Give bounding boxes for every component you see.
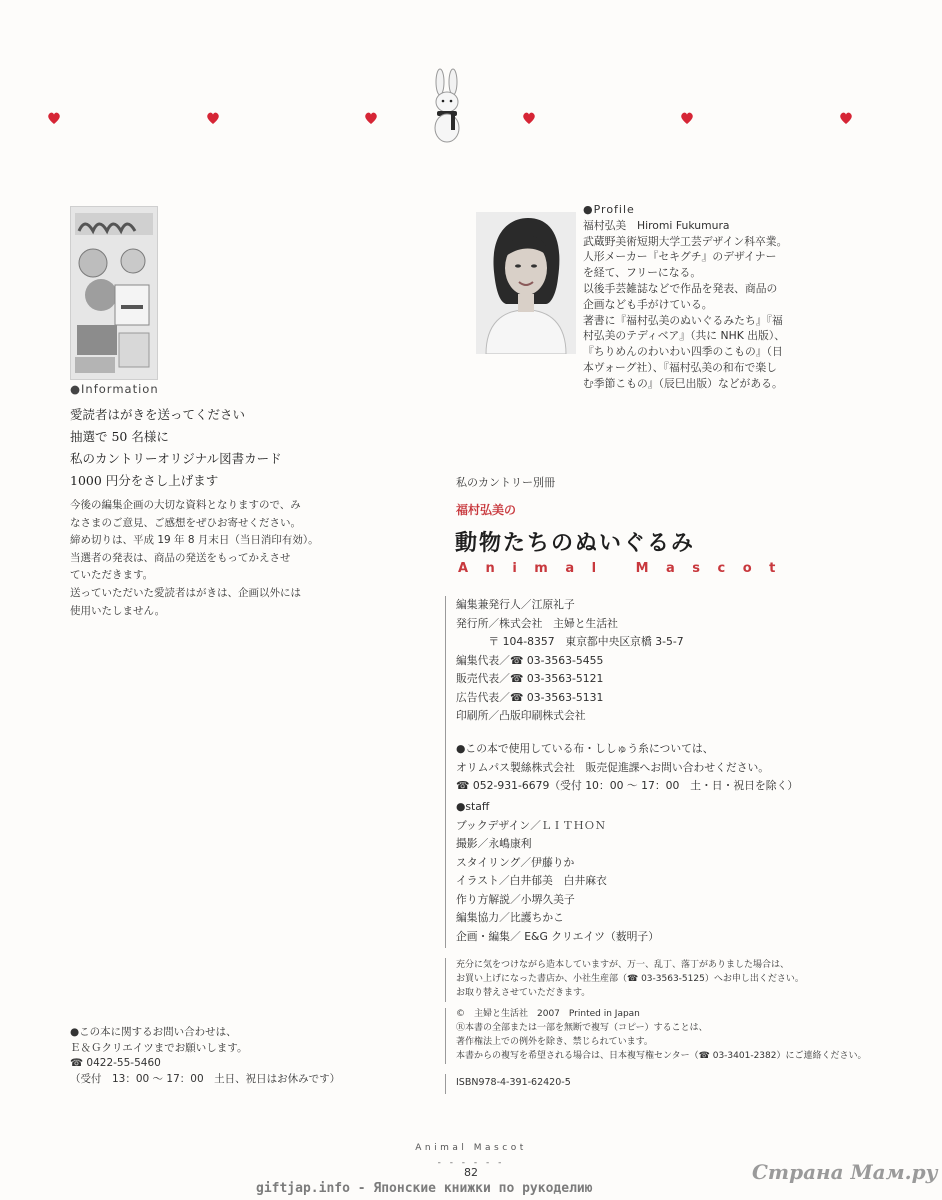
notice-block — [456, 958, 804, 1000]
series-name: 私のカントリー別冊 — [456, 476, 555, 489]
copyright-line: © 主婦と生活社 2007 Printed in Japan — [456, 1009, 640, 1019]
body-line: なさまのご意見、ご感想をぜひお寄せください。 — [70, 516, 301, 529]
profile-line: 本ヴォーグ社）、『福村弘美の和布で楽し — [583, 360, 777, 374]
profile-line: 人形メーカー『セキグチ』のデザイナー — [583, 250, 777, 264]
isbn-rule — [445, 1074, 446, 1094]
profile-line: む季節こもの』（辰巳出版）などがある。 — [583, 376, 783, 390]
running-title: Animal Mascot — [415, 1143, 527, 1153]
page-number: 82 — [464, 1166, 478, 1179]
notice-line: お買い上げになった書店か、小社生産部（☎ 03-3563-5125）へお申し出ください。 — [456, 974, 804, 984]
profile-line: 著書に『福村弘美のぬいぐるみたち』『福 — [583, 313, 783, 327]
footer-divider: - - - - - - — [437, 1158, 505, 1168]
heart-icon — [521, 110, 537, 126]
watermark-site: giftjap.info - Японские книжки по рукоделию — [256, 1181, 593, 1196]
colophon-line: 広告代表／☎ 03-3563-5131 — [456, 690, 604, 704]
information-line: 抽選で 50 名様に — [70, 429, 169, 444]
contact-line: ●この本に関するお問い合わせは、 — [70, 1026, 237, 1038]
colophon-line: 印刷所／凸版印刷株式会社 — [456, 709, 586, 722]
heart-icon — [46, 110, 62, 126]
staff-block — [456, 798, 659, 946]
author-profile — [583, 202, 813, 392]
profile-line: 『ちりめんのわいわい四季のこもの』（日 — [583, 345, 783, 359]
profile-line: 武蔵野美術短期大学工芸デザイン科卒業。 — [583, 234, 788, 248]
staff-line: スタイリング／伊藤りか — [456, 855, 575, 869]
watermark-logo: Страна Мам.ру — [752, 1160, 938, 1184]
profile-line: を経て、フリーになる。 — [583, 266, 702, 280]
information-line: 私のカントリーオリジナル図書カード — [70, 451, 282, 466]
information-line: 愛読者はがきを送ってください — [70, 407, 246, 422]
book-title: 動物たちのぬいぐるみ — [455, 531, 696, 556]
materials-line: ●この本で使用している布・ししゅう糸については、 — [456, 742, 714, 755]
information-body — [70, 497, 340, 620]
staff-line: 編集協力／比護ちかこ — [456, 911, 564, 924]
profile-line: 村弘美のテディベア』（共に NHK 出版）、 — [583, 329, 786, 343]
body-line: 使用いたしません。 — [70, 604, 166, 617]
bunny-icon — [425, 68, 469, 146]
body-line: 送っていただいた愛読者はがきは、企画以外には — [70, 586, 301, 599]
colophon-line: 〒 104-8357 東京都中央区京橋 3-5-7 — [456, 635, 684, 648]
colophon-block — [456, 596, 684, 726]
staff-rule — [445, 803, 446, 948]
body-line: ていただきます。 — [70, 569, 154, 582]
information-line: 1000 円分をさし上げます — [70, 473, 219, 488]
staff-line: イラスト／白井郁美 白井麻衣 — [456, 874, 607, 887]
isbn: ISBN978-4-391-62420-5 — [456, 1077, 571, 1088]
profile-line: 以後手芸雑誌などで作品を発表、商品の — [583, 281, 778, 295]
copyright-line: 本書からの複写を希望される場合は、日本複写権センター（☎ 03-3401-2382）にご連絡ください。 — [456, 1051, 867, 1061]
copyright-line: 著作権法上での例外を除き、禁じられています。 — [456, 1037, 653, 1047]
colophon-line: 発行所／株式会社 主婦と生活社 — [456, 616, 618, 630]
materials-line: オリムパス製絲株式会社 販売促進課へお問い合わせください。 — [456, 760, 770, 774]
body-line: 今後の編集企画の大切な資料となりますので、み — [70, 499, 301, 511]
book-author-title: 福村弘美の — [456, 503, 517, 517]
staff-line: 作り方解説／小堺久美子 — [456, 892, 575, 906]
staff-heading: ●staff — [456, 800, 490, 813]
copyright-rule — [445, 1008, 446, 1064]
colophon-line: 販売代表／☎ 03-3563-5121 — [456, 672, 604, 685]
colophon-line: 編集代表／☎ 03-3563-5455 — [456, 653, 604, 667]
colophon-line: 編集兼発行人／江原礼子 — [456, 598, 575, 611]
contact-hours: （受付 13：00 〜 17：00 土日、祝日はお休みです） — [70, 1072, 341, 1085]
body-line: 締め切りは、平成 19 年 8 月末日（当日消印有効）。 — [70, 534, 319, 547]
magazine-cover-image — [70, 206, 158, 380]
profile-heading: ●Profile — [583, 203, 635, 216]
profile-line: 企画なども手がけている。 — [583, 297, 713, 311]
heart-icon — [838, 110, 854, 126]
book-title-english: Animal Mascot — [458, 561, 793, 576]
staff-line: ブックデザイン／ＬＩＴＨＯＮ — [456, 818, 606, 832]
body-line: 当選者の発表は、商品の発送をもってかえさせ — [70, 551, 291, 564]
heart-icon — [363, 110, 379, 126]
information-offer — [70, 404, 282, 492]
staff-line: 企画・編集／ E&G クリエイツ（薮明子） — [456, 929, 660, 943]
author-photo — [476, 212, 576, 354]
staff-line: 撮影／永嶋康利 — [456, 837, 532, 850]
heart-icon — [205, 110, 221, 126]
contact-line: Ｅ＆Ｇクリエイツまでお願いします。 — [70, 1041, 248, 1054]
copyright-block — [456, 1007, 866, 1063]
notice-rule — [445, 958, 446, 1002]
copyright-line: Ⓡ本書の全部または一部を無断で複写（コピー）することは、 — [456, 1023, 708, 1033]
heart-icon — [679, 110, 695, 126]
information-heading: ●Information — [70, 382, 159, 396]
contact-block — [70, 1025, 340, 1087]
materials-block — [456, 740, 798, 796]
profile-name: 福村弘美 Hiromi Fukumura — [583, 218, 730, 232]
notice-line: お取り替えさせていただきます。 — [456, 988, 591, 998]
colophon-rule — [445, 596, 446, 757]
materials-line: ☎ 052-931-6679（受付 10：00 〜 17：00 土・日・祝日を除く） — [456, 779, 799, 792]
contact-phone: ☎ 0422-55-5460 — [70, 1057, 161, 1069]
notice-line: 充分に気をつけながら造本していますが、万一、乱丁、落丁がありました場合は、 — [456, 960, 790, 970]
